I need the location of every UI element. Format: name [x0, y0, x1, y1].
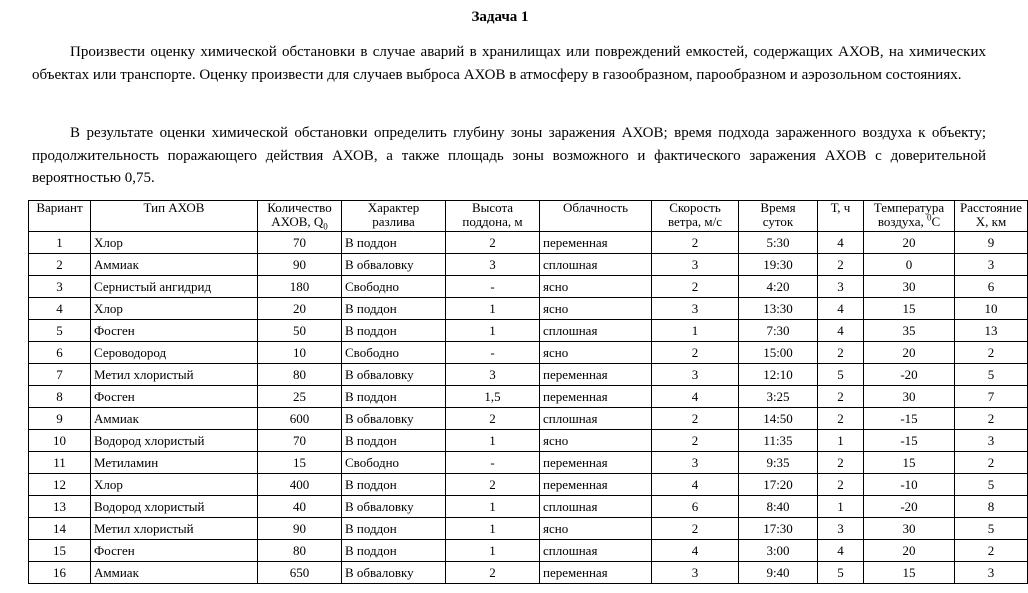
cell-spill: В поддон [342, 320, 446, 342]
cell-time: 19:30 [739, 254, 818, 276]
cell-type: Хлор [91, 298, 258, 320]
cell-quantity: 180 [258, 276, 342, 298]
cell-cloud: сплошная [540, 254, 652, 276]
cell-temperature: 15 [864, 562, 955, 584]
cell-cloud: сплошная [540, 496, 652, 518]
cell-wind: 6 [652, 496, 739, 518]
cell-height: 1 [446, 430, 540, 452]
table-row [29, 364, 1028, 386]
cell-cloud: сплошная [540, 320, 652, 342]
cell-temperature: -20 [864, 496, 955, 518]
paragraph-2-text: В результате оценки химической обстановки определить глубину зоны заражения АХОВ; время подхода зараженного воздуха к объекту; продолжительность поражающего действия АХОВ, а также площадь зоны возможного и фактического заражения АХОВ с доверительной вероятностью 0,75. [32, 125, 986, 186]
cell-wind: 2 [652, 430, 739, 452]
cell-wind: 3 [652, 254, 739, 276]
table-row [29, 430, 1028, 452]
cell-distance: 9 [955, 232, 1028, 254]
cell-wind: 3 [652, 364, 739, 386]
cell-time: 5:30 [739, 232, 818, 254]
cell-distance: 2 [955, 342, 1028, 364]
cell-quantity: 400 [258, 474, 342, 496]
cell-quantity: 15 [258, 452, 342, 474]
cell-quantity: 650 [258, 562, 342, 584]
cell-cloud: ясно [540, 342, 652, 364]
cell-height: 1 [446, 320, 540, 342]
cell-wind: 1 [652, 320, 739, 342]
cell-distance: 2 [955, 408, 1028, 430]
cell-temperature: 20 [864, 342, 955, 364]
cell-type: Метил хлористый [91, 518, 258, 540]
cell-height: 3 [446, 254, 540, 276]
cell-wind: 3 [652, 452, 739, 474]
cell-height: 1 [446, 496, 540, 518]
cell-temperature: 30 [864, 518, 955, 540]
table-row [29, 408, 1028, 430]
cell-t: 1 [818, 496, 864, 518]
table-row [29, 496, 1028, 518]
cell-variant: 10 [29, 430, 91, 452]
cell-spill: В поддон [342, 430, 446, 452]
cell-temperature: 35 [864, 320, 955, 342]
cell-type: Фосген [91, 540, 258, 562]
cell-wind: 2 [652, 518, 739, 540]
cell-t: 4 [818, 298, 864, 320]
cell-type: Аммиак [91, 562, 258, 584]
cell-temperature: 0 [864, 254, 955, 276]
cell-distance: 3 [955, 254, 1028, 276]
cell-spill: В поддон [342, 232, 446, 254]
cell-quantity: 80 [258, 364, 342, 386]
cell-quantity: 90 [258, 518, 342, 540]
cell-height: 2 [446, 408, 540, 430]
cell-spill: В обваловку [342, 496, 446, 518]
cell-distance: 13 [955, 320, 1028, 342]
cell-distance: 5 [955, 474, 1028, 496]
cell-t: 2 [818, 386, 864, 408]
cell-t: 3 [818, 518, 864, 540]
cell-height: - [446, 452, 540, 474]
cell-time: 11:35 [739, 430, 818, 452]
table-row [29, 342, 1028, 364]
cell-variant: 3 [29, 276, 91, 298]
cell-height: 2 [446, 232, 540, 254]
cell-variant: 12 [29, 474, 91, 496]
cell-spill: В поддон [342, 540, 446, 562]
header-quantity: Количество АХОВ, $Q_0$ [258, 201, 342, 232]
cell-distance: 3 [955, 562, 1028, 584]
cell-time: 8:40 [739, 496, 818, 518]
cell-variant: 11 [29, 452, 91, 474]
cell-t: 2 [818, 408, 864, 430]
cell-distance: 2 [955, 540, 1028, 562]
cell-wind: 4 [652, 540, 739, 562]
cell-spill: Свободно [342, 452, 446, 474]
cell-cloud: сплошная [540, 540, 652, 562]
table-row [29, 562, 1028, 584]
cell-temperature: 20 [864, 540, 955, 562]
cell-type: Водород хлористый [91, 430, 258, 452]
cell-type: Фосген [91, 320, 258, 342]
cell-variant: 1 [29, 232, 91, 254]
header-wind: Скорость ветра, м/с [652, 201, 739, 232]
cell-cloud: ясно [540, 430, 652, 452]
cell-quantity: 90 [258, 254, 342, 276]
header-t: Т, ч [818, 201, 864, 232]
cell-height: 1 [446, 298, 540, 320]
cell-spill: Свободно [342, 276, 446, 298]
variants-table [28, 200, 1028, 584]
cell-variant: 6 [29, 342, 91, 364]
cell-t: 2 [818, 342, 864, 364]
cell-spill: Свободно [342, 342, 446, 364]
cell-cloud: переменная [540, 386, 652, 408]
cell-distance: 10 [955, 298, 1028, 320]
header-time: Время суток [739, 201, 818, 232]
cell-variant: 9 [29, 408, 91, 430]
cell-variant: 5 [29, 320, 91, 342]
cell-temperature: 30 [864, 386, 955, 408]
cell-spill: В поддон [342, 386, 446, 408]
cell-cloud: переменная [540, 232, 652, 254]
header-type: Тип АХОВ [91, 201, 258, 232]
cell-cloud: переменная [540, 452, 652, 474]
header-spill: Характер разлива [342, 201, 446, 232]
cell-type: Сероводород [91, 342, 258, 364]
cell-spill: В обваловку [342, 364, 446, 386]
cell-height: 1 [446, 540, 540, 562]
table-row [29, 298, 1028, 320]
cell-cloud: ясно [540, 518, 652, 540]
table-row [29, 474, 1028, 496]
cell-type: Метил хлористый [91, 364, 258, 386]
cell-temperature: -10 [864, 474, 955, 496]
cell-height: 1 [446, 518, 540, 540]
cell-spill: В обваловку [342, 408, 446, 430]
cell-wind: 4 [652, 474, 739, 496]
table-header-row [29, 201, 1028, 232]
task-title: Задача 1 [471, 9, 529, 25]
cell-t: 5 [818, 364, 864, 386]
cell-cloud: переменная [540, 364, 652, 386]
cell-cloud: переменная [540, 562, 652, 584]
header-temperature: Температура воздуха, $^0$С [864, 201, 955, 232]
cell-distance: 2 [955, 452, 1028, 474]
cell-quantity: 40 [258, 496, 342, 518]
cell-type: Метиламин [91, 452, 258, 474]
cell-distance: 5 [955, 364, 1028, 386]
cell-temperature: 15 [864, 452, 955, 474]
cell-type: Аммиак [91, 254, 258, 276]
cell-distance: 7 [955, 386, 1028, 408]
cell-height: 2 [446, 562, 540, 584]
task-paragraph-2 [32, 122, 986, 190]
cell-type: Хлор [91, 474, 258, 496]
cell-t: 2 [818, 254, 864, 276]
cell-type: Водород хлористый [91, 496, 258, 518]
cell-time: 3:00 [739, 540, 818, 562]
cell-temperature: -15 [864, 408, 955, 430]
cell-spill: В обваловку [342, 254, 446, 276]
cell-variant: 2 [29, 254, 91, 276]
cell-type: Хлор [91, 232, 258, 254]
cell-wind: 2 [652, 408, 739, 430]
table-row [29, 452, 1028, 474]
cell-cloud: ясно [540, 276, 652, 298]
cell-variant: 16 [29, 562, 91, 584]
cell-temperature: 20 [864, 232, 955, 254]
cell-t: 5 [818, 562, 864, 584]
table-row [29, 540, 1028, 562]
cell-wind: 2 [652, 276, 739, 298]
cell-time: 3:25 [739, 386, 818, 408]
task-paragraph-1 [32, 41, 986, 86]
cell-height: 3 [446, 364, 540, 386]
table-row [29, 276, 1028, 298]
cell-cloud: ясно [540, 298, 652, 320]
cell-wind: 4 [652, 386, 739, 408]
cell-time: 13:30 [739, 298, 818, 320]
cell-quantity: 70 [258, 430, 342, 452]
table-body [29, 232, 1028, 584]
cell-distance: 3 [955, 430, 1028, 452]
cell-type: Аммиак [91, 408, 258, 430]
cell-t: 4 [818, 320, 864, 342]
table-row [29, 320, 1028, 342]
cell-variant: 15 [29, 540, 91, 562]
cell-distance: 8 [955, 496, 1028, 518]
cell-spill: В поддон [342, 518, 446, 540]
cell-time: 14:50 [739, 408, 818, 430]
cell-distance: 6 [955, 276, 1028, 298]
cell-time: 7:30 [739, 320, 818, 342]
cell-type: Фосген [91, 386, 258, 408]
header-variant: Вариант [29, 201, 91, 232]
cell-quantity: 80 [258, 540, 342, 562]
table-row [29, 518, 1028, 540]
cell-quantity: 50 [258, 320, 342, 342]
cell-variant: 8 [29, 386, 91, 408]
header-height: Высота поддона, м [446, 201, 540, 232]
cell-t: 2 [818, 474, 864, 496]
table-row [29, 232, 1028, 254]
cell-quantity: 70 [258, 232, 342, 254]
cell-quantity: 25 [258, 386, 342, 408]
cell-distance: 5 [955, 518, 1028, 540]
header-cloud: Облачность [540, 201, 652, 232]
table-row [29, 254, 1028, 276]
cell-temperature: -20 [864, 364, 955, 386]
cell-wind: 3 [652, 562, 739, 584]
cell-t: 3 [818, 276, 864, 298]
header-distance: Расстояние Х, км [955, 201, 1028, 232]
cell-cloud: сплошная [540, 408, 652, 430]
cell-variant: 7 [29, 364, 91, 386]
cell-time: 17:30 [739, 518, 818, 540]
cell-wind: 2 [652, 342, 739, 364]
cell-height: - [446, 276, 540, 298]
cell-type: Сернистый ангидрид [91, 276, 258, 298]
cell-t: 4 [818, 232, 864, 254]
cell-quantity: 10 [258, 342, 342, 364]
cell-temperature: 30 [864, 276, 955, 298]
cell-time: 9:40 [739, 562, 818, 584]
cell-height: - [446, 342, 540, 364]
table-row [29, 386, 1028, 408]
cell-t: 4 [818, 540, 864, 562]
paragraph-1-text: Произвести оценку химической обстановки в случае аварий в хранилищах или повреждений емкостей, содержащих АХОВ, на химических объектах или транспорте. Оценку произвести для случаев выброса АХОВ в атмосферу в газообразном, парообразном и аэрозольном состояниях. [32, 44, 986, 83]
cell-variant: 13 [29, 496, 91, 518]
cell-quantity: 20 [258, 298, 342, 320]
cell-time: 15:00 [739, 342, 818, 364]
cell-time: 12:10 [739, 364, 818, 386]
cell-time: 17:20 [739, 474, 818, 496]
cell-cloud: переменная [540, 474, 652, 496]
cell-variant: 4 [29, 298, 91, 320]
cell-spill: В поддон [342, 474, 446, 496]
cell-height: 2 [446, 474, 540, 496]
cell-spill: В поддон [342, 298, 446, 320]
cell-t: 2 [818, 452, 864, 474]
cell-quantity: 600 [258, 408, 342, 430]
cell-wind: 2 [652, 232, 739, 254]
cell-spill: В обваловку [342, 562, 446, 584]
cell-wind: 3 [652, 298, 739, 320]
cell-time: 9:35 [739, 452, 818, 474]
cell-temperature: 15 [864, 298, 955, 320]
cell-temperature: -15 [864, 430, 955, 452]
cell-variant: 14 [29, 518, 91, 540]
cell-time: 4:20 [739, 276, 818, 298]
cell-t: 1 [818, 430, 864, 452]
cell-height: 1,5 [446, 386, 540, 408]
